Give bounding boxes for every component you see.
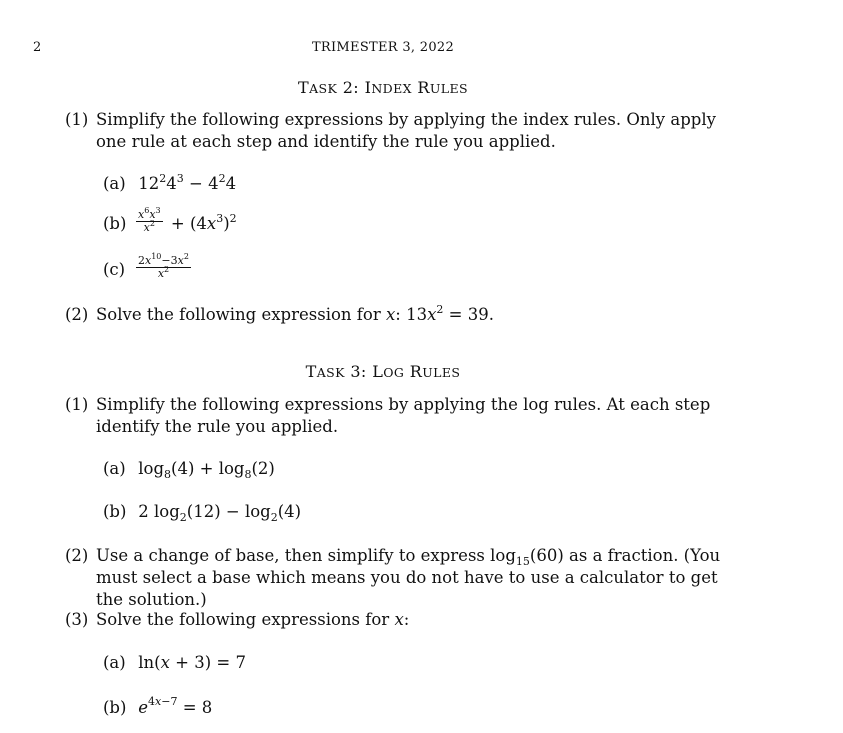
task-2-item-a bbox=[103, 174, 236, 193]
expression-c: $\frac{2x^{10}-3x^2}{x^2}$ bbox=[138, 252, 189, 280]
expression-b: 2 $\log_2(12) - \log_2(4)$ bbox=[133, 502, 302, 524]
question-number: (3) bbox=[65, 610, 89, 629]
page-number: 2 bbox=[33, 40, 42, 55]
task-2-item-b bbox=[103, 206, 237, 237]
item-label: (b) bbox=[103, 698, 127, 717]
question-text: Simplify the following expressions by applying the index rules. Only apply one rule at each step and identify the rule you applied. bbox=[96, 110, 716, 151]
item-label: (b) bbox=[103, 502, 127, 521]
expression-exp: $e^{4x-7} = 8$ bbox=[138, 695, 213, 717]
task-2-title: TASK 2: INDEX RULES bbox=[298, 78, 468, 97]
question-text: Simplify the following expressions by applying the log rules. At each step identify the rule you applied. bbox=[96, 395, 711, 436]
item-label: (b) bbox=[103, 214, 127, 233]
task-2-question-2: (2) Solve the following expression for x: $13x^2 = 39$. bbox=[65, 303, 494, 324]
question-number: (2) bbox=[65, 546, 89, 565]
question-text: Solve the following expression for bbox=[96, 305, 381, 324]
task-3-item-3a bbox=[103, 653, 246, 672]
task-3-item-a bbox=[103, 459, 275, 481]
variable-x: x bbox=[394, 610, 404, 629]
question-number: (2) bbox=[65, 305, 89, 324]
expression-a: $\log_8(4) + \log_8(2)$ bbox=[133, 459, 275, 481]
item-label: (c) bbox=[103, 260, 126, 279]
question-number: (1) bbox=[65, 110, 89, 129]
task-2-item-c bbox=[103, 252, 194, 283]
expression-ln: ln(x + 3) = 7 bbox=[133, 653, 246, 672]
variable-x: x bbox=[385, 305, 396, 324]
item-label: (a) bbox=[103, 653, 126, 672]
item-label: (a) bbox=[103, 174, 126, 193]
task-3-question-2 bbox=[65, 545, 745, 609]
item-label: (a) bbox=[103, 459, 126, 478]
question-text: Solve the following expressions for bbox=[96, 610, 390, 629]
running-head: TRIMESTER 3, 2022 bbox=[311, 40, 455, 55]
expression-b: $\frac{x^6x^3}{x^2}$ + $(4x^3)^2$ bbox=[138, 206, 237, 234]
task-3-item-3b bbox=[103, 695, 213, 717]
question-text: Use a change of base, then simplify to express $\log_{15}(60)$ as a fraction. (You must select a base which means you do not have to use a calculator to get the solution.) bbox=[96, 546, 721, 609]
task-3-title: TASK 3: LOG RULES bbox=[305, 362, 461, 381]
task-2-question-1 bbox=[65, 109, 745, 153]
question-number: (1) bbox=[65, 395, 89, 414]
task-3-question-1 bbox=[65, 394, 745, 438]
task-3-item-b bbox=[103, 502, 302, 524]
task-3-question-3: (3) Solve the following expressions for x: bbox=[65, 610, 410, 629]
equation: $13x^2 = 39$. bbox=[406, 303, 494, 324]
expression-a: $12^24^3 - 4^24$ bbox=[133, 172, 237, 193]
